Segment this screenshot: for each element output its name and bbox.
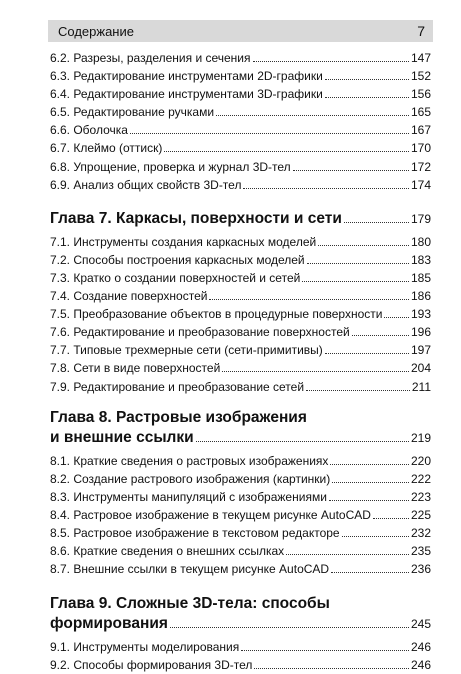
header-page-number: 7 bbox=[417, 23, 425, 39]
dot-leader bbox=[331, 572, 409, 573]
dot-leader bbox=[302, 281, 409, 282]
entry-page: 211 bbox=[411, 379, 431, 394]
running-header bbox=[48, 20, 433, 42]
toc-entry bbox=[50, 656, 431, 674]
toc-entry bbox=[50, 359, 431, 377]
entry-title: 8.1. Краткие сведения о растровых изображениях bbox=[50, 453, 329, 468]
toc-entry bbox=[50, 67, 431, 85]
chapter-page: 219 bbox=[410, 430, 431, 445]
toc-entry bbox=[50, 85, 431, 103]
entry-title: 6.7. Клеймо (оттиск) bbox=[50, 141, 163, 156]
dot-leader bbox=[325, 97, 409, 98]
dot-leader bbox=[373, 518, 409, 519]
dot-leader bbox=[293, 170, 409, 171]
entry-title: 7.7. Типовые трехмерные сети (сети-примитивы) bbox=[50, 343, 323, 358]
toc-entry bbox=[50, 287, 431, 305]
toc-block-chapter-7 bbox=[50, 233, 431, 396]
entry-title: 9.1. Инструменты моделирования bbox=[50, 640, 240, 655]
dot-leader bbox=[216, 115, 409, 116]
entry-title: 8.3. Инструменты манипуляций с изображениями bbox=[50, 489, 327, 504]
entry-page: 185 bbox=[410, 270, 431, 285]
toc-entry bbox=[50, 233, 431, 251]
entry-title: 6.3. Редактирование инструментами 2D-графики bbox=[50, 69, 323, 84]
entry-page: 193 bbox=[410, 307, 431, 322]
dot-leader bbox=[243, 188, 409, 189]
header-title: Содержание bbox=[58, 23, 134, 39]
entry-title: 9.2. Способы формирования 3D-тел bbox=[50, 658, 253, 673]
toc-entry bbox=[50, 341, 431, 359]
entry-title: 6.9. Анализ общих свойств 3D-тел bbox=[50, 177, 242, 192]
entry-title: 6.8. Упрощение, проверка и журнал 3D-тел bbox=[50, 159, 291, 174]
entry-page: 222 bbox=[410, 471, 431, 486]
toc-entry bbox=[50, 470, 431, 488]
entry-page: 156 bbox=[410, 87, 431, 102]
dot-leader bbox=[164, 151, 409, 152]
toc-entry bbox=[50, 251, 431, 269]
toc-chapter-8 bbox=[50, 428, 431, 448]
chapter-title: формирования bbox=[50, 615, 168, 633]
entry-title: 6.6. Оболочка bbox=[50, 123, 128, 138]
entry-title: 8.2. Создание растрового изображения (картинки) bbox=[50, 471, 331, 486]
toc-entry bbox=[50, 452, 431, 470]
dot-leader bbox=[352, 335, 409, 336]
toc-chapter-9 bbox=[50, 614, 431, 634]
chapter-title: и внешние ссылки bbox=[50, 428, 194, 446]
entry-page: 235 bbox=[410, 544, 431, 559]
toc-entry bbox=[50, 506, 431, 524]
dot-leader bbox=[307, 263, 409, 264]
toc-block-chapter-9 bbox=[50, 638, 431, 674]
entry-page: 197 bbox=[410, 343, 431, 358]
entry-page: 183 bbox=[410, 252, 431, 267]
dot-leader bbox=[344, 222, 409, 223]
toc-entry bbox=[50, 305, 431, 323]
toc-entry bbox=[50, 542, 431, 560]
dot-leader bbox=[332, 482, 409, 483]
dot-leader bbox=[342, 536, 409, 537]
toc-block-chapter-6 bbox=[50, 49, 431, 194]
dot-leader bbox=[329, 500, 409, 501]
dot-leader bbox=[254, 668, 409, 669]
dot-leader bbox=[325, 353, 409, 354]
entry-title: 7.3. Кратко о создании поверхностей и сетей bbox=[50, 270, 301, 285]
entry-page: 223 bbox=[410, 489, 431, 504]
entry-page: 186 bbox=[410, 289, 431, 304]
entry-page: 174 bbox=[410, 177, 431, 192]
entry-page: 232 bbox=[410, 525, 431, 540]
entry-page: 165 bbox=[410, 105, 431, 120]
entry-title: 8.5. Растровое изображение в текстовом редакторе bbox=[50, 525, 340, 540]
entry-title: 7.6. Редактирование и преобразование поверхностей bbox=[50, 325, 350, 340]
toc-entry bbox=[50, 121, 431, 139]
entry-title: 6.4. Редактирование инструментами 3D-графики bbox=[50, 87, 323, 102]
entry-page: 225 bbox=[410, 507, 431, 522]
dot-leader bbox=[286, 554, 409, 555]
entry-title: 6.5. Редактирование ручками bbox=[50, 105, 215, 120]
dot-leader bbox=[325, 79, 409, 80]
dot-leader bbox=[222, 371, 409, 372]
toc-entry bbox=[50, 323, 431, 341]
entry-title: 7.4. Создание поверхностей bbox=[50, 289, 208, 304]
toc-entry bbox=[50, 139, 431, 157]
table-of-contents bbox=[50, 49, 431, 674]
entry-page: 246 bbox=[410, 640, 431, 655]
entry-title: 7.8. Сети в виде поверхностей bbox=[50, 361, 221, 376]
toc-chapter-7 bbox=[50, 209, 431, 229]
toc-entry bbox=[50, 638, 431, 656]
toc-entry bbox=[50, 176, 431, 194]
toc-entry bbox=[50, 103, 431, 121]
entry-page: 196 bbox=[410, 325, 431, 340]
chapter-page: 245 bbox=[410, 617, 431, 632]
toc-entry bbox=[50, 269, 431, 287]
entry-page: 170 bbox=[410, 141, 431, 156]
entry-title: 7.5. Преобразование объектов в процедурные поверхности bbox=[50, 307, 383, 322]
toc-entry bbox=[50, 524, 431, 542]
toc-block-chapter-8 bbox=[50, 452, 431, 579]
entry-title: 7.9. Редактирование и преобразование сетей bbox=[50, 379, 305, 394]
toc-entry bbox=[50, 49, 431, 67]
entry-page: 236 bbox=[410, 562, 431, 577]
chapter-title: Глава 7. Каркасы, поверхности и сети bbox=[50, 209, 342, 227]
dot-leader bbox=[209, 299, 408, 300]
toc-entry bbox=[50, 560, 431, 578]
dot-leader bbox=[253, 61, 409, 62]
entry-title: 8.6. Краткие сведения о внешних ссылках bbox=[50, 544, 285, 559]
dot-leader bbox=[318, 245, 409, 246]
dot-leader bbox=[330, 464, 409, 465]
entry-title: 8.4. Растровое изображение в текущем рисунке AutoCAD bbox=[50, 507, 371, 522]
toc-entry bbox=[50, 158, 431, 176]
entry-page: 167 bbox=[410, 123, 431, 138]
entry-title: 7.2. Способы построения каркасных моделей bbox=[50, 252, 305, 267]
dot-leader bbox=[241, 650, 409, 651]
entry-page: 246 bbox=[410, 658, 431, 673]
dot-leader bbox=[306, 390, 410, 391]
toc-entry bbox=[50, 378, 431, 396]
entry-title: 7.1. Инструменты создания каркасных моделей bbox=[50, 234, 317, 249]
dot-leader bbox=[384, 317, 409, 318]
entry-page: 172 bbox=[410, 159, 431, 174]
entry-page: 220 bbox=[410, 453, 431, 468]
entry-title: 8.7. Внешние ссылки в текущем рисунке AutoCAD bbox=[50, 562, 330, 577]
entry-page: 204 bbox=[410, 361, 431, 376]
entry-page: 147 bbox=[410, 51, 431, 65]
chapter-page: 179 bbox=[410, 211, 431, 226]
entry-page: 180 bbox=[410, 234, 431, 249]
toc-chapter-8-line1: Глава 8. Растровые изображения bbox=[50, 408, 307, 426]
toc-entry bbox=[50, 488, 431, 506]
entry-page: 152 bbox=[410, 69, 431, 84]
dot-leader bbox=[170, 627, 409, 628]
dot-leader bbox=[130, 133, 409, 134]
toc-chapter-9-line1: Глава 9. Сложные 3D-тела: способы bbox=[50, 595, 330, 613]
entry-title: 6.2. Разрезы, разделения и сечения bbox=[50, 51, 251, 65]
dot-leader bbox=[196, 441, 409, 442]
